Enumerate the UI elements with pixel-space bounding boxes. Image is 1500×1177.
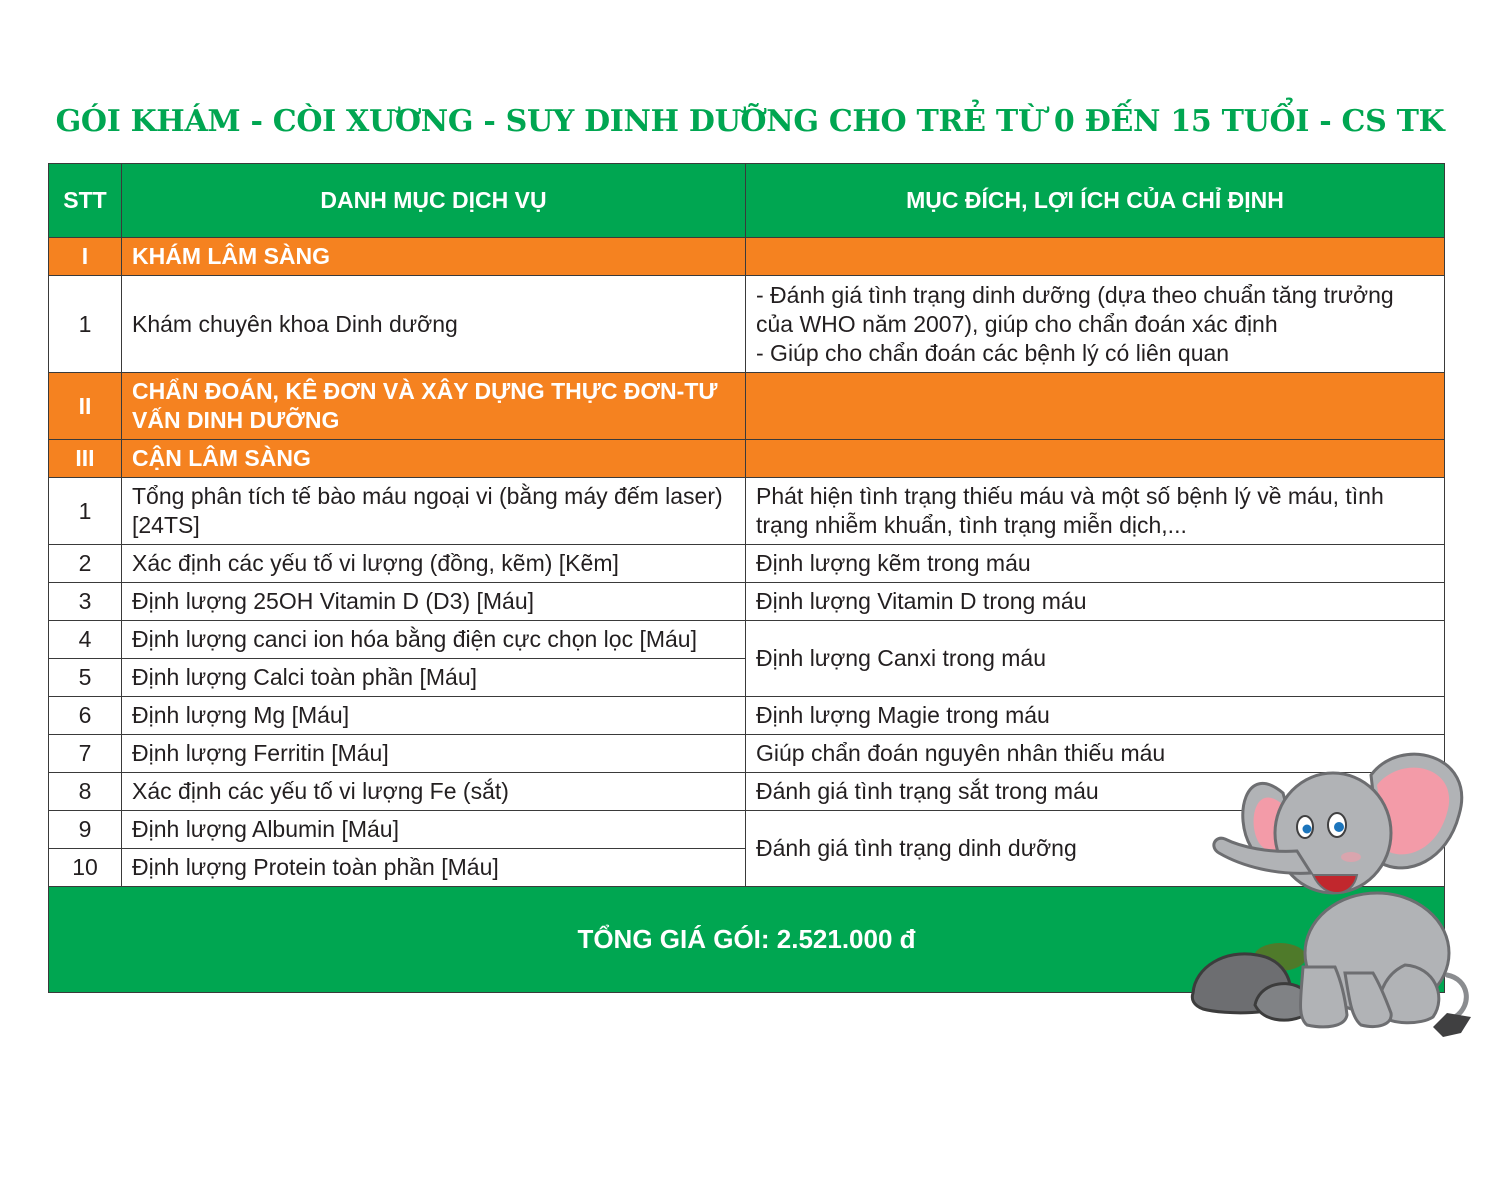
row-purpose: [746, 276, 1445, 373]
section-number: III: [49, 440, 122, 478]
section-empty-cell: [746, 440, 1445, 478]
header-stt: STT: [49, 164, 122, 238]
section-row-diagnosis: [49, 373, 1445, 440]
section-number: II: [49, 373, 122, 440]
row-stt: 2: [49, 545, 122, 583]
elephant-cheek-shape: [1341, 852, 1361, 862]
row-stt: 8: [49, 773, 122, 811]
row-stt: 1: [49, 478, 122, 545]
row-stt: 3: [49, 583, 122, 621]
row-service: Định lượng Mg [Máu]: [122, 697, 746, 735]
section-title: CHẨN ĐOÁN, KÊ ĐƠN VÀ XÂY DỰNG THỰC ĐƠN-TƯ VẤN DINH DƯỠNG: [122, 373, 746, 440]
row-service: Định lượng Ferritin [Máu]: [122, 735, 746, 773]
elephant-leg-shape: [1301, 967, 1348, 1027]
table-row: [49, 621, 1445, 659]
elephant-pupil-shape: [1303, 825, 1312, 834]
row-stt: 1: [49, 276, 122, 373]
page-title: GÓI KHÁM - CÒI XƯƠNG - SUY DINH DƯỠNG CHO TRẺ TỪ 0 ĐẾN 15 TUỔI - CS TK: [55, 104, 1445, 139]
row-stt: 4: [49, 621, 122, 659]
section-empty-cell: [746, 238, 1445, 276]
row-purpose: Đánh giá tình trạng dinh dưỡng: [746, 811, 1445, 887]
table-header-row: [49, 164, 1445, 238]
row-purpose: Đánh giá tình trạng sắt trong máu: [746, 773, 1445, 811]
header-service: DANH MỤC DỊCH VỤ: [122, 164, 746, 238]
elephant-pupil-shape: [1334, 822, 1344, 832]
row-service: Định lượng 25OH Vitamin D (D3) [Máu]: [122, 583, 746, 621]
row-purpose: Định lượng Vitamin D trong máu: [746, 583, 1445, 621]
tail-tuft-shape: [1433, 1013, 1471, 1037]
row-service: Tổng phân tích tế bào máu ngoại vi (bằng máy đếm laser) [24TS]: [122, 478, 746, 545]
row-service: Khám chuyên khoa Dinh dưỡng: [122, 276, 746, 373]
table-row: [49, 478, 1445, 545]
section-empty-cell: [746, 373, 1445, 440]
section-row-clinical: [49, 238, 1445, 276]
total-price: TỔNG GIÁ GÓI: 2.521.000 đ: [49, 887, 1445, 993]
row-purpose: Định lượng Magie trong máu: [746, 697, 1445, 735]
section-row-paraclinical: [49, 440, 1445, 478]
purpose-line: - Giúp cho chẩn đoán các bệnh lý có liên quan: [756, 339, 1230, 366]
section-number: I: [49, 238, 122, 276]
row-service: Định lượng canci ion hóa bằng điện cực chọn lọc [Máu]: [122, 621, 746, 659]
section-title: KHÁM LÂM SÀNG: [122, 238, 746, 276]
row-service: Xác định các yếu tố vi lượng Fe (sắt): [122, 773, 746, 811]
table-row: [49, 545, 1445, 583]
row-service: Định lượng Albumin [Máu]: [122, 811, 746, 849]
row-purpose: Phát hiện tình trạng thiếu máu và một số bệnh lý về máu, tình trạng nhiễm khuẩn, tình trạng miễn dịch,...: [746, 478, 1445, 545]
row-service: Xác định các yếu tố vi lượng (đồng, kẽm) [Kẽm]: [122, 545, 746, 583]
row-stt: 5: [49, 659, 122, 697]
purpose-line: - Đánh giá tình trạng dinh dưỡng (dựa theo chuẩn tăng trưởng của WHO năm 2007), giúp cho chẩn đoán xác định: [756, 281, 1394, 337]
row-stt: 9: [49, 811, 122, 849]
row-purpose: Giúp chẩn đoán nguyên nhân thiếu máu: [746, 735, 1445, 773]
table-row: [49, 697, 1445, 735]
row-service: Định lượng Calci toàn phần [Máu]: [122, 659, 746, 697]
section-title: CẬN LÂM SÀNG: [122, 440, 746, 478]
table-row: [49, 583, 1445, 621]
rock-shape: [1255, 984, 1307, 1021]
row-stt: 7: [49, 735, 122, 773]
row-purpose: Định lượng kẽm trong máu: [746, 545, 1445, 583]
row-stt: 10: [49, 849, 122, 887]
header-purpose: MỤC ĐÍCH, LỢI ÍCH CỦA CHỈ ĐỊNH: [746, 164, 1445, 238]
table-row: [49, 276, 1445, 373]
row-service: Định lượng Protein toàn phần [Máu]: [122, 849, 746, 887]
tail-shape: [1447, 975, 1466, 1017]
row-stt: 6: [49, 697, 122, 735]
row-purpose: Định lượng Canxi trong máu: [746, 621, 1445, 697]
elephant-illustration: [1185, 735, 1475, 1040]
